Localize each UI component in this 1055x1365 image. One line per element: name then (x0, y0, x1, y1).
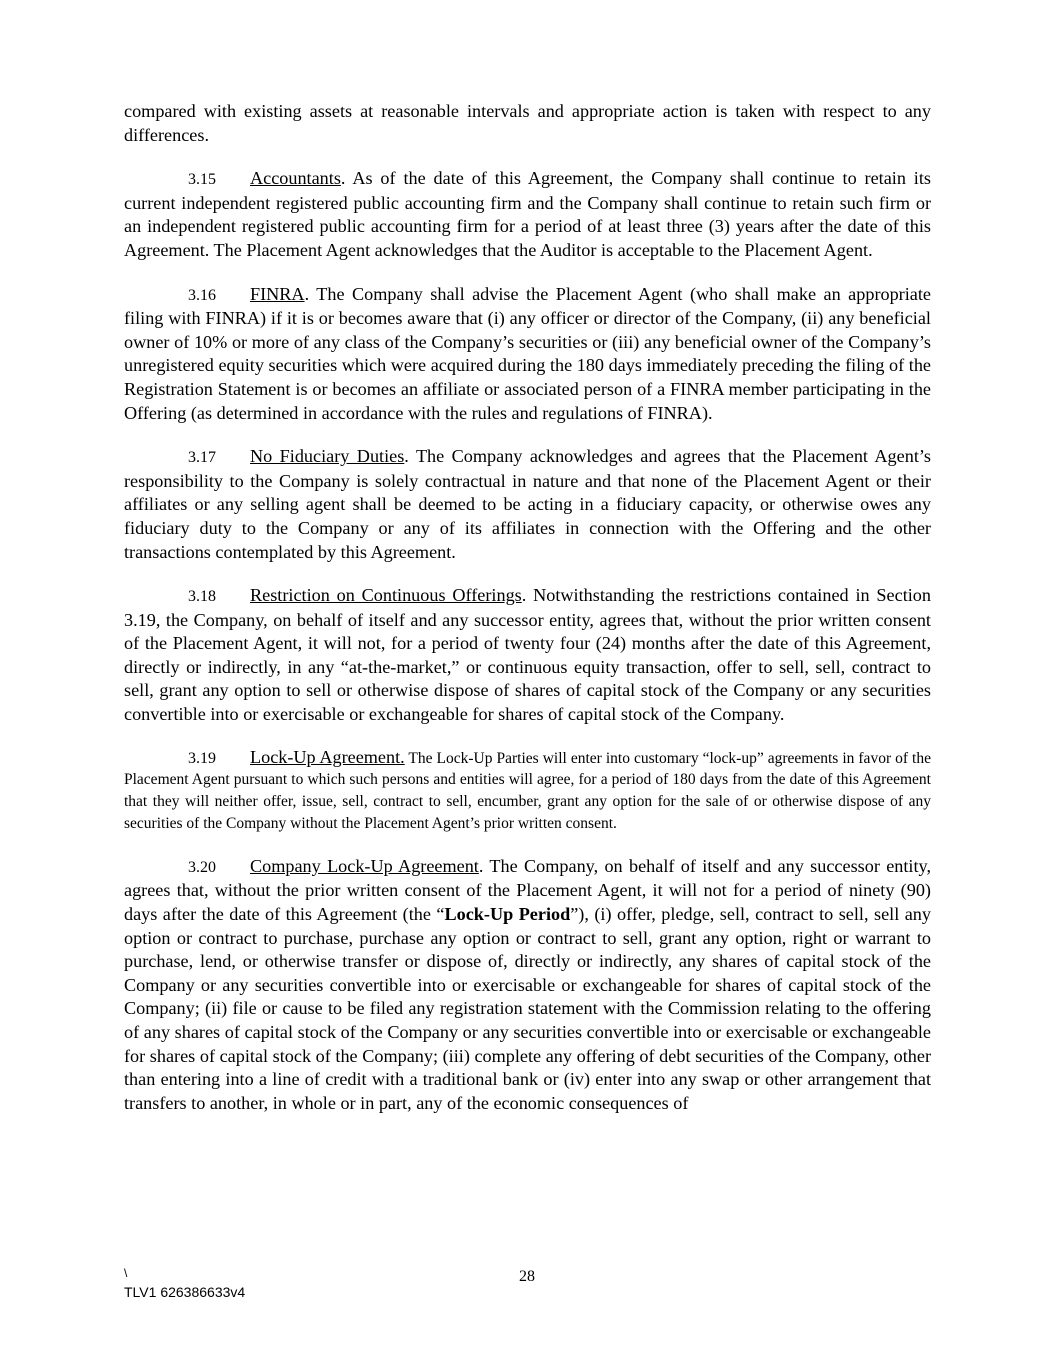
defined-term: Lock-Up Period (444, 904, 571, 925)
document-id: TLV1 626386633v4 (124, 1284, 246, 1300)
section-number: 3.20 (188, 858, 216, 876)
section-number: 3.18 (188, 588, 216, 606)
section-text: . Notwithstanding the restrictions contained in Section 3.19, the Company, on behalf of itself and any successor entity, agrees that, without the prior written consent of the Placement Agent, it will not, for a period of twenty four (24) months after the date of this Agreement, directly or indirectly, in any “at-the-market,” or continuous equity transaction, offer to sell, sell, contract to sell, grant any option to sell or otherwise dispose of shares of capital stock of the Company or any securities convertible into or exercisable or exchangeable for shares of capital stock of the Company. (124, 585, 931, 725)
section-text: . As of the date of this Agreement, the Company shall continue to retain its current independent registered public accounting firm and the Company shall continue to retain such firm or an independent registered public accounting firm for a period of at least three (3) years after the date of this Agreement. The Placement Agent acknowledges that the Auditor is acceptable to the Placement Agent. (124, 168, 931, 260)
section-text: . The Company shall advise the Placement Agent (who shall make an appropriate filing with FINRA) if it is or becomes aware that (i) any officer or director of the Company, (ii) any beneficial owner of 10% or more of any class of the Company’s securities or (iii) any beneficial owner of the Company’s unregistered equity securities which were acquired during the 180 days immediately preceding the filing of the Registration Statement is or becomes an affiliate or associated person of a FINRA member participating in the Offering (as determined in accordance with the rules and regulations of FINRA). (124, 283, 931, 423)
section-number: 3.16 (188, 286, 216, 304)
page-number: 28 (519, 1268, 535, 1285)
section-heading: FINRA (250, 283, 305, 304)
footer-slash: \ (124, 1266, 128, 1280)
section-heading: Restriction on Continuous Offerings (250, 585, 522, 606)
section-number: 3.19 (188, 749, 216, 767)
section-heading: Accountants (250, 168, 341, 189)
section-heading: No Fiduciary Duties (250, 446, 405, 467)
section-text-before: . The Company, on behalf of itself and any successor entity, agrees that, without the prior written consent of the Placement Agent, it will not for a period of ninety (90) days after the date of this Agreement (the “ (124, 855, 932, 925)
section-3-19 (124, 747, 931, 835)
section-heading: Company Lock-Up Agreement (250, 855, 479, 876)
section-text: The Lock-Up Parties will enter into customary “lock-up” agreements in favor of the Placement Agent pursuant to which such persons and entities will agree, for a period of 180 days from the date of this Agreement that they will neither offer, issue, sell, contract to sell, encumber, grant any option for the sale of or otherwise dispose of any securities of the Company without the Placement Agent’s prior written consent. (124, 749, 931, 833)
section-text-after: ”), (i) offer, pledge, sell, contract to sell, sell any option or contract to purchase, purchase any option or contract to sell, grant any option, right or warrant to purchase, lend, or otherwise transfer or dispose of, directly or indirectly, any shares of capital stock of the Company or any securities convertible into or exercisable or exchangeable for shares of capital stock of the Company; (ii) file or cause to be filed any registration statement with the Commission relating to the offering of any shares of capital stock of the Company or any securities convertible into or exercisable or exchangeable for shares of capital stock of the Company; (iii) complete any offering of debt securities of the Company, other than entering into a line of credit with a traditional bank or (iv) enter into any swap or other arrangement that transfers to another, in whole or in part, any of the economic consequences of (124, 904, 931, 1113)
section-heading: Lock-Up Agreement. (250, 746, 405, 767)
continuation-paragraph: compared with existing assets at reasonable intervals and appropriate action is taken with respect to any differences. (124, 101, 931, 145)
section-number: 3.15 (188, 171, 216, 189)
section-3-15 (124, 167, 931, 262)
section-number: 3.17 (188, 449, 216, 467)
section-3-17 (124, 445, 931, 564)
section-text: . The Company acknowledges and agrees that the Placement Agent’s responsibility to the Company is solely contractual in nature and that none of the Placement Agent or their affiliates or any selling agent shall be deemed to be acting in a fiduciary capacity, or otherwise owes any fiduciary duty to the Company or any of its affiliates in connection with the Offering and the other transactions contemplated by this Agreement. (124, 446, 931, 562)
document-body (124, 100, 931, 1115)
section-3-16 (124, 283, 931, 426)
section-3-20 (124, 855, 931, 1116)
section-3-18 (124, 584, 931, 727)
